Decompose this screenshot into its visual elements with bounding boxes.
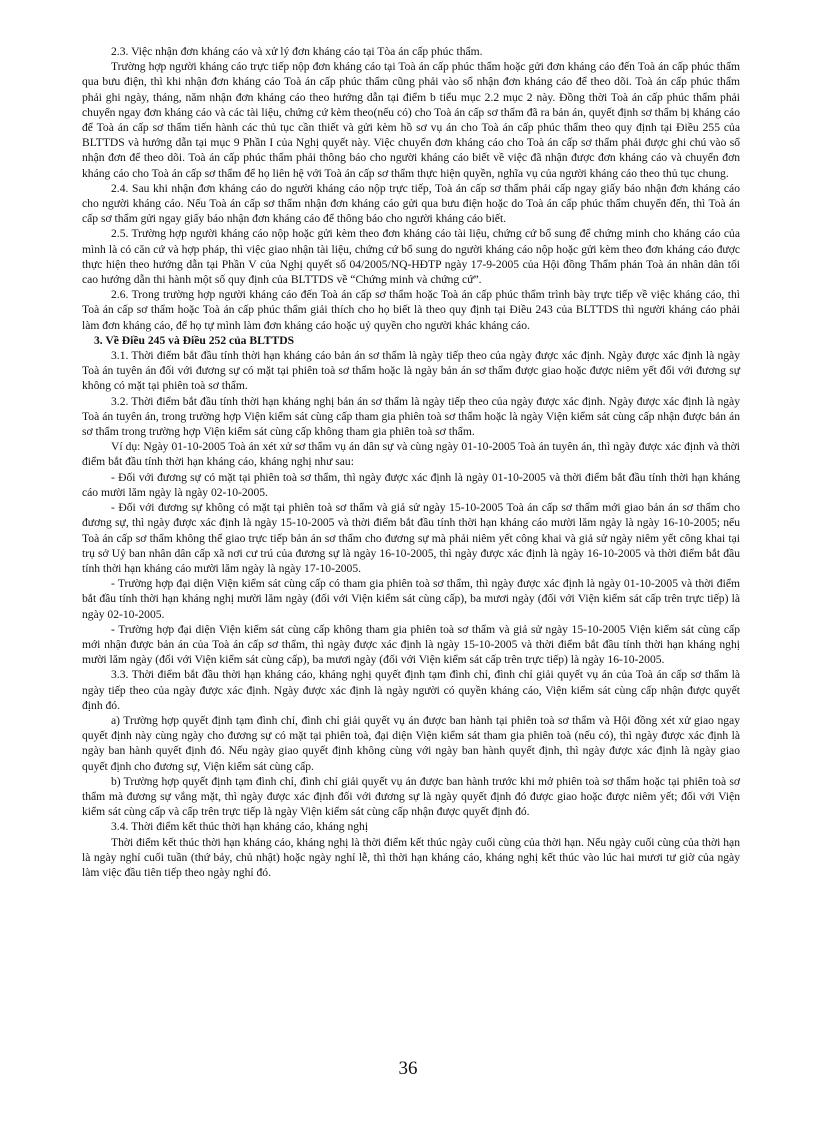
page-number: 36 xyxy=(398,1058,418,1079)
paragraph-2-3-body: Trường hợp người kháng cáo trực tiếp nộp đơn kháng cáo tại Toà án cấp phúc thẩm hoặc gửi đơn kháng cáo đến Toà án cấp phúc thẩm qua bưu điện, thì khi nhận đơn kháng cáo Toà án cấp phúc thẩm cũng phải vào sổ nhận đơn kháng cáo để theo dõi. Toà án cấp phúc thẩm phải ghi ngày, tháng, năm nhận đơn kháng cáo theo hướng dẫn tại điểm b tiểu mục 2.2 mục 2 này. Đồng thời Toà án cấp phúc thẩm phải chuyển ngay đơn kháng cáo và các tài liệu, chứng cứ kèm theo(nếu có) cho Toà án cấp sơ thẩm đã ra bản án, quyết định sơ thẩm bị kháng cáo để Toà án cấp sơ thẩm tiến hành các thủ tục cần thiết và gửi kèm hồ sơ vụ án cho Toà án cấp phúc thẩm theo quy định tại Điều 255 của BLTTDS và hướng dẫn tại mục 9 Phần I của Nghị quyết này. Việc chuyển đơn kháng cáo cho Toà án cấp sơ thẩm phải được ghi chú vào sổ nhận đơn để theo dõi. Toà án cấp phúc thẩm phải thông báo cho người kháng cáo biết về việc đã nhận được đơn kháng cáo và chuyển đơn kháng cáo cho Toà án cấp sơ thẩm để họ liên hệ với Toà án cấp sơ thẩm thực hiện quyền, nghĩa vụ của người kháng cáo theo thủ tục chung. xyxy=(82,60,740,180)
section-3-4-heading: 3.4. Thời điểm kết thúc thời hạn kháng cáo, kháng nghị xyxy=(111,820,369,834)
document-body xyxy=(82,44,740,880)
paragraph-3-3-a: a) Trường hợp quyết định tạm đình chỉ, đình chỉ giải quyết vụ án được ban hành tại phiên toà sơ thẩm và Hội đồng xét xử giao ngay quyết định này cùng ngày cho đương sự có mặt tại phiên toà, đại diện Viện kiểm sát tham gia phiên toà (nếu có), thì ngày được xác định là ngày ban hành quyết định đó. Nếu ngày giao quyết định không cùng với ngày ban hành quyết định, thì ngày được xác định là ngày giao quyết định cho đương sự, Viện kiểm sát cùng cấp. xyxy=(82,713,740,773)
paragraph-example: Ví dụ: Ngày 01-10-2005 Toà án xét xử sơ thẩm vụ án dân sự và cùng ngày 01-10-2005 Toà án tuyên án, thì ngày được xác định và thời điểm bắt đầu tính thời hạn kháng cáo, kháng nghị như sau: xyxy=(82,440,740,469)
paragraph-example-item-4: - Trường hợp đại diện Viện kiểm sát cùng cấp không tham gia phiên toà sơ thẩm và giả sử ngày 15-10-2005 Viện kiểm sát cùng cấp mới nhận được bản án của Toà án cấp sơ thẩm, thì ngày được xác định là ngày 15-10-2005 và thời điểm bắt đầu tính thời hạn kháng nghị mười lăm ngày (đối với Viện kiểm sát cùng cấp), ba mươi ngày (đối với Viện kiểm sát cấp trên trực tiếp) là ngày 16-10-2005. xyxy=(82,622,740,667)
paragraph-2-4: 2.4. Sau khi nhận đơn kháng cáo do người kháng cáo nộp trực tiếp, Toà án cấp sơ thẩm phải cấp ngay giấy báo nhận đơn kháng cáo cho người kháng cáo. Nếu Toà án cấp sơ thẩm nhận đơn kháng cáo gửi qua bưu điện hoặc do Toà án cấp phúc thẩm chuyển đến, thì Toà án cấp sơ thẩm gửi ngay giấy báo nhận đơn kháng cáo để thông báo cho người kháng cáo biết. xyxy=(82,181,740,226)
paragraph-example-item-1: - Đối với đương sự có mặt tại phiên toà sơ thẩm, thì ngày được xác định là ngày 01-10-2005 và thời điểm bắt đầu tính thời hạn kháng cáo mười lăm ngày là ngày 02-10-2005. xyxy=(82,470,740,499)
paragraph-example-item-3: - Trường hợp đại diện Viện kiểm sát cùng cấp có tham gia phiên toà sơ thẩm, thì ngày được xác định là ngày 01-10-2005 và thời điểm bắt đầu tính thời hạn kháng nghị mười lăm ngày (đối với Viện kiểm sát cùng cấp), ba mươi ngày (đối với Viện kiểm sát cấp trên trực tiếp) là ngày 02-10-2005. xyxy=(82,577,740,621)
paragraph-2-6: 2.6. Trong trường hợp người kháng cáo đến Toà án cấp sơ thẩm hoặc Toà án cấp phúc thẩm trình bày trực tiếp về việc kháng cáo, thì Toà án cấp sơ thẩm hoặc Toà án cấp phúc thẩm giải thích cho họ biết là theo quy định tại Điều 243 của BLTTDS thì người kháng cáo phải làm đơn kháng cáo, để họ tự mình làm đơn kháng cáo hoặc uỷ quyền cho người khác kháng cáo. xyxy=(82,288,740,332)
paragraph-3-3-b: b) Trường hợp quyết định tạm đình chỉ, đình chỉ giải quyết vụ án được ban hành trước khi mở phiên toà sơ thẩm hoặc tại phiên toà sơ thẩm mà đương sự vắng mặt, thì ngày được xác định đối với đương sự là ngày quyết định đó được giao hoặc được niêm yết; đối với Viện kiểm sát cùng cấp và cấp trên trực tiếp là ngày Viện kiểm sát cùng cấp nhận được quyết định đó. xyxy=(82,774,740,819)
paragraph-3-3: 3.3. Thời điểm bắt đầu thời hạn kháng cáo, kháng nghị quyết định tạm đình chỉ, đình chỉ giải quyết vụ án của Toà án cấp sơ thẩm là ngày tiếp theo của ngày được xác định. Ngày được xác định là ngày người có quyền kháng cáo, Viện kiểm sát cùng cấp nhận được quyết định đó. xyxy=(82,668,740,712)
paragraph-example-item-2: - Đối với đương sự không có mặt tại phiên toà sơ thẩm và giả sử ngày 15-10-2005 Toà án cấp sơ thẩm mới giao bản án sơ thẩm cho đương sự, thì ngày được xác định là ngày 15-10-2005 và thời điểm bắt đầu tính thời hạn kháng cáo mười lăm ngày là ngày 16-10-2005; nếu Toà án cấp sơ thẩm không thể giao trực tiếp bản án sơ thẩm cho đương sự mà phải niêm yết công khai và giả sử ngày niêm yết công khai tại trụ sở Uỷ ban nhân dân cấp xã nơi cư trú của đương sự là ngày 16-10-2005, thì ngày được xác định là ngày 16-10-2005 và thời điểm bắt đầu tính thời hạn kháng cáo mười lăm ngày là ngày 17-10-2005. xyxy=(82,501,740,575)
paragraph-3-4-body: Thời điểm kết thúc thời hạn kháng cáo, kháng nghị là thời điểm kết thúc ngày cuối cùng của thời hạn. Nếu ngày cuối cùng của thời hạn là ngày nghỉ cuối tuần (thứ bảy, chủ nhật) hoặc ngày nghỉ lễ, thì thời hạn kháng cáo, kháng nghị kết thúc vào lúc hai mươi tư giờ của ngày làm việc đầu tiên tiếp theo ngày nghỉ đó. xyxy=(82,835,740,879)
paragraph-3-1: 3.1. Thời điểm bắt đầu tính thời hạn kháng cáo bản án sơ thẩm là ngày tiếp theo của ngày được xác định. Ngày được xác định là ngày Toà án tuyên án đối với đương sự có mặt tại phiên toà sơ thẩm hoặc là ngày bản án sơ thẩm được giao hoặc được niêm yết đối với đương sự không có mặt tại phiên toà sơ thẩm. xyxy=(82,349,740,393)
paragraph-2-5: 2.5. Trường hợp người kháng cáo nộp hoặc gửi kèm theo đơn kháng cáo tài liệu, chứng cứ bổ sung để chứng minh cho kháng cáo của mình là có căn cứ và hợp pháp, thì việc giao nhận tài liệu, chứng cứ bổ sung do người kháng cáo nộp hoặc gửi kèm theo đơn kháng cáo được thực hiện theo hướng dẫn tại Phần V của Nghị quyết số 04/2005/NQ-HĐTP ngày 17-9-2005 của Hội đồng Thẩm phán Toà án nhân dân tối cao hướng dẫn thi hành một số quy định của BLTTDS về “Chứng minh và chứng cứ”. xyxy=(82,227,740,287)
paragraph-3-2: 3.2. Thời điểm bắt đầu tính thời hạn kháng nghị bản án sơ thẩm là ngày tiếp theo của ngày được xác định. Ngày được xác định là ngày Toà án tuyên án, trong trường hợp Viện kiểm sát cùng cấp tham gia phiên toà sơ thẩm hoặc là ngày Viện kiểm sát cùng cấp nhận được bản án sơ thẩm trong trường hợp Viện kiểm sát cùng cấp không tham gia phiên toà sơ thẩm. xyxy=(82,394,740,439)
section-2-3-heading: 2.3. Việc nhận đơn kháng cáo và xử lý đơn kháng cáo tại Tòa án cấp phúc thẩm. xyxy=(111,45,483,58)
section-3-heading: 3. Về Điều 245 và Điều 252 của BLTTDS xyxy=(94,333,295,347)
